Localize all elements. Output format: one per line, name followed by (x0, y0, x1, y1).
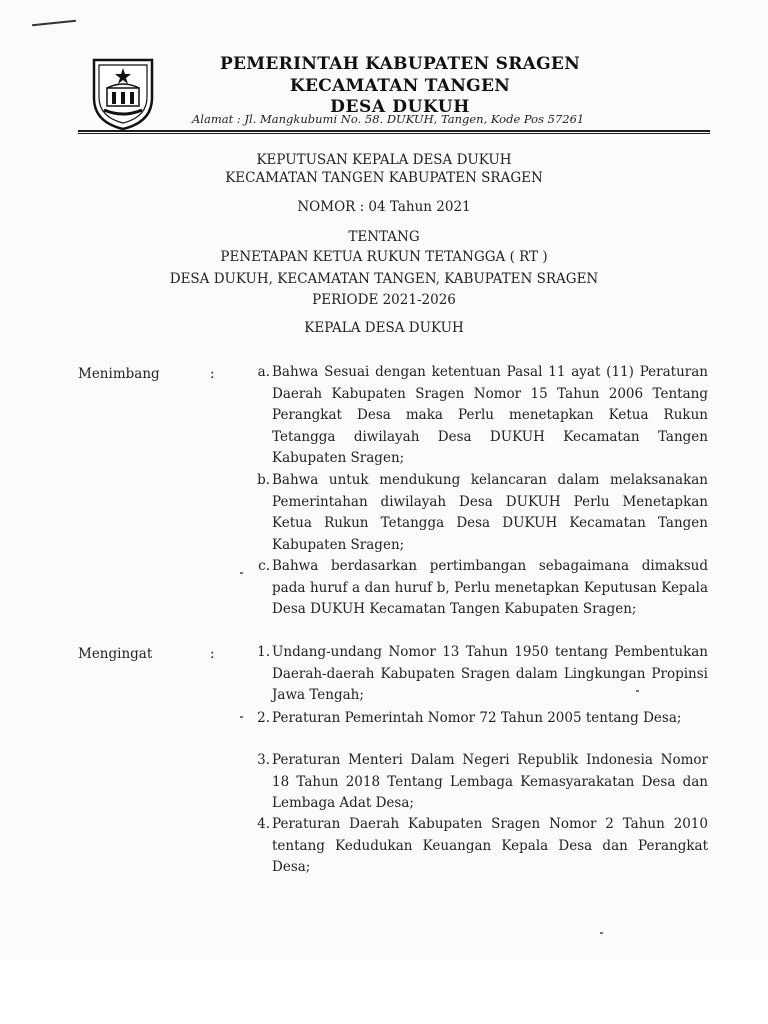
scan-speck (600, 932, 603, 934)
menimbang-label: Menimbang (78, 366, 160, 382)
letterhead-divider (78, 130, 710, 132)
page-bottom-margin (0, 960, 768, 1024)
scan-speck (240, 716, 243, 718)
letterhead-village: DESA DUKUH (330, 97, 470, 117)
decree-subject: PENETAPAN KETUA RUKUN TETANGGA ( RT ) (220, 249, 548, 265)
decree-title: KEPUTUSAN KEPALA DESA DUKUH (256, 152, 512, 168)
mengingat-item: Peraturan Pemerintah Nomor 72 Tahun 2005 tentang Desa; (272, 710, 682, 726)
letterhead-district: KECAMATAN TANGEN (289, 76, 511, 96)
mengingat-colon: : (210, 646, 215, 662)
decree-about: TENTANG (348, 229, 420, 245)
menimbang-item: Bahwa Sesuai dengan ketentuan Pasal 11 ayat (11) Peraturan Daerah Kabupaten Sragen Nomor 15 Tahun 2006 Tentang Perangkat Desa maka Perlu menetapkan Ketua Rukun Tetangga diwilayah Desa DUKUH Kecamatan Tangen Kabupaten Sragen; (272, 364, 708, 466)
pen-stroke-mark (32, 20, 76, 27)
sragen-regency-crest-icon (88, 52, 158, 132)
menimbang-colon: : (210, 366, 215, 382)
menimbang-item: Bahwa berdasarkan pertimbangan sebagaimana dimaksud pada huruf a dan huruf b, Perlu menetapkan Keputusan Kepala Desa DUKUH Kecamatan Tangen Kabupaten Sragen; (272, 558, 708, 617)
scan-speck (240, 572, 243, 574)
letterhead-divider-thin (78, 133, 710, 134)
decree-period: PERIODE 2021-2026 (312, 292, 456, 308)
decree-number: NOMOR : 04 Tahun 2021 (297, 199, 471, 215)
mengingat-item-mark: 1. (257, 644, 270, 660)
scan-speck (636, 690, 639, 692)
mengingat-item: Peraturan Daerah Kabupaten Sragen Nomor 2 Tahun 2010 tentang Kedudukan Keuangan Kepala Desa dan Perangkat Desa; (272, 816, 708, 875)
letterhead-address: Alamat : Jl. Mangkubumi No. 58. DUKUH, Tangen, Kode Pos 57261 (192, 112, 585, 126)
menimbang-item-mark: c. (258, 558, 270, 574)
mengingat-label: Mengingat (78, 646, 153, 662)
decree-subject-region: DESA DUKUH, KECAMATAN TANGEN, KABUPATEN SRAGEN (169, 271, 599, 287)
mengingat-item-mark: 2. (257, 710, 270, 726)
menimbang-item-mark: a. (257, 364, 270, 380)
menimbang-item-mark: b. (257, 472, 270, 488)
mengingat-item-mark: 3. (257, 752, 270, 768)
mengingat-item-mark: 4. (257, 816, 270, 832)
menimbang-item: Bahwa untuk mendukung kelancaran dalam melaksanakan Pemerintahan diwilayah Desa DUKUH Perlu Menetapkan Ketua Rukun Tetangga Desa DUKUH Kecamatan Tangen Kabupaten Sragen; (272, 472, 708, 553)
decree-title-region: KECAMATAN TANGEN KABUPATEN SRAGEN (225, 170, 543, 186)
decree-authority: KEPALA DESA DUKUH (304, 320, 464, 336)
mengingat-item: Undang-undang Nomor 13 Tahun 1950 tentang Pembentukan Daerah-daerah Kabupaten Sragen dalam Lingkungan Propinsi Jawa Tengah; (272, 644, 708, 703)
mengingat-item: Peraturan Menteri Dalam Negeri Republik Indonesia Nomor 18 Tahun 2018 Tentang Lembaga Kemasyarakatan Desa dan Lembaga Adat Desa; (272, 752, 708, 811)
letterhead-government: PEMERINTAH KABUPATEN SRAGEN (219, 54, 581, 74)
